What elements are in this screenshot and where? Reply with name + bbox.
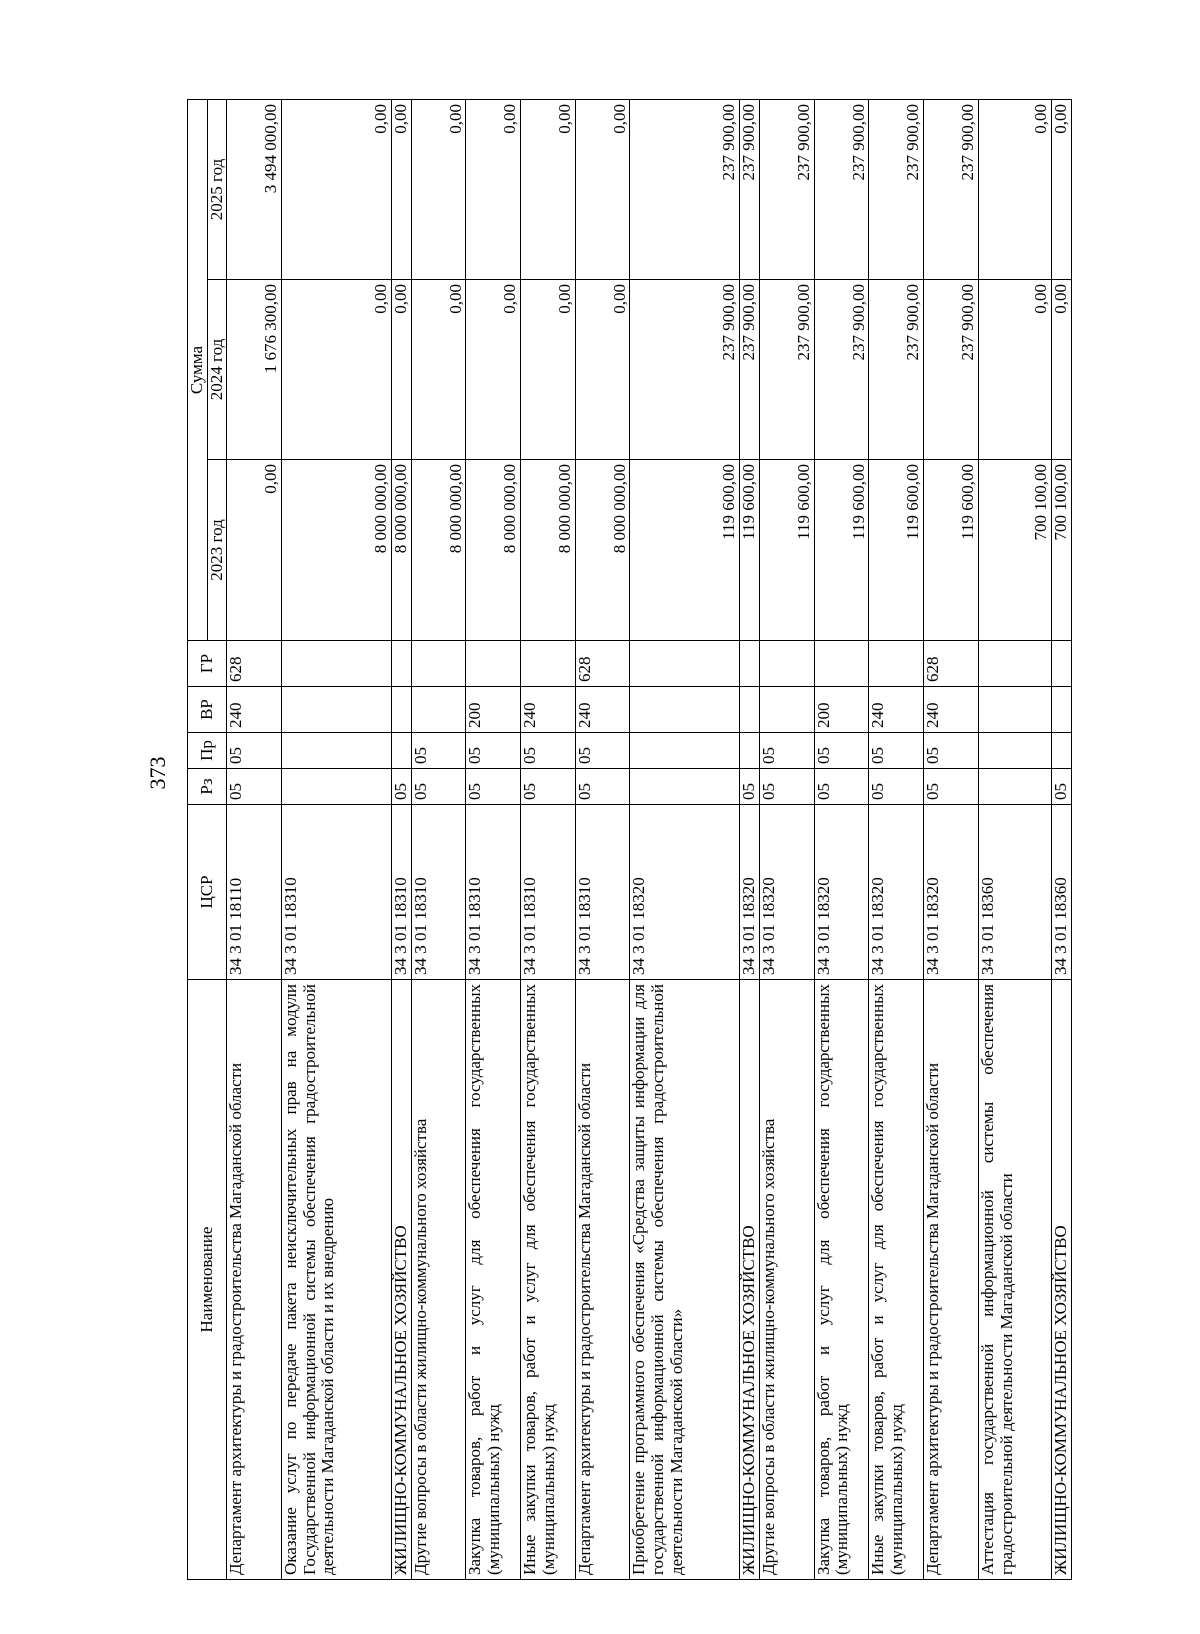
row-name: Другие вопросы в области жилищно-коммунального хозяйства	[759, 980, 814, 1580]
row-pr	[1051, 733, 1071, 769]
row-amount-2024: 1 676 300,00	[227, 280, 282, 460]
table-row	[1051, 100, 1071, 1580]
row-pr: 05	[759, 733, 814, 769]
header-gr: ГР	[188, 641, 227, 687]
row-amount-2025: 237 900,00	[869, 100, 924, 280]
table-row	[227, 100, 282, 1580]
row-gr: 628	[227, 641, 282, 687]
row-amount-2023: 119 600,00	[759, 460, 814, 641]
row-gr	[466, 641, 521, 687]
row-amount-2023: 8 000 000,00	[282, 460, 391, 641]
row-pr	[978, 733, 1051, 769]
row-amount-2023: 8 000 000,00	[521, 460, 576, 641]
row-csr: 34 3 01 18320	[630, 805, 739, 980]
row-amount-2024: 237 900,00	[814, 280, 869, 460]
row-amount-2024: 0,00	[411, 280, 466, 460]
row-amount-2024: 0,00	[282, 280, 391, 460]
row-rz: 05	[466, 769, 521, 805]
row-gr: 628	[924, 641, 979, 687]
row-amount-2025: 237 900,00	[759, 100, 814, 280]
row-name: ЖИЛИЩНО-КОММУНАЛЬНОЕ ХОЗЯЙСТВО	[1051, 980, 1071, 1580]
row-pr	[630, 733, 739, 769]
row-amount-2024: 237 900,00	[924, 280, 979, 460]
row-csr: 34 3 01 18310	[521, 805, 576, 980]
row-rz: 05	[869, 769, 924, 805]
row-pr: 05	[924, 733, 979, 769]
row-pr	[391, 733, 411, 769]
table-header	[188, 100, 227, 1580]
header-year-2024: 2024 год	[207, 280, 227, 460]
row-gr	[739, 641, 759, 687]
row-rz: 05	[521, 769, 576, 805]
row-name: Другие вопросы в области жилищно-коммунального хозяйства	[411, 980, 466, 1580]
table-row	[759, 100, 814, 1580]
table-row	[466, 100, 521, 1580]
table-row	[411, 100, 466, 1580]
row-pr: 05	[227, 733, 282, 769]
row-vr	[759, 687, 814, 733]
row-name: Аттестация государственной информационной системы обеспечения градостроительной деятельности Магаданской области	[978, 980, 1051, 1580]
row-rz: 05	[575, 769, 630, 805]
table-row	[924, 100, 979, 1580]
row-amount-2023: 8 000 000,00	[575, 460, 630, 641]
row-amount-2025: 0,00	[978, 100, 1051, 280]
row-csr: 34 3 01 18320	[924, 805, 979, 980]
row-gr	[282, 641, 391, 687]
row-amount-2023: 8 000 000,00	[391, 460, 411, 641]
budget-table	[187, 99, 1072, 1580]
row-gr	[869, 641, 924, 687]
row-amount-2024: 0,00	[521, 280, 576, 460]
row-vr	[1051, 687, 1071, 733]
header-rz: Рз	[188, 769, 227, 805]
row-vr	[391, 687, 411, 733]
row-amount-2023: 700 100,00	[978, 460, 1051, 641]
row-name: Департамент архитектуры и градостроительства Магаданской области	[575, 980, 630, 1580]
row-amount-2024: 0,00	[391, 280, 411, 460]
row-amount-2025: 237 900,00	[814, 100, 869, 280]
row-name: ЖИЛИЩНО-КОММУНАЛЬНОЕ ХОЗЯЙСТВО	[391, 980, 411, 1580]
row-rz: 05	[814, 769, 869, 805]
row-gr	[630, 641, 739, 687]
row-amount-2023: 0,00	[227, 460, 282, 641]
page-number: 373	[145, 756, 170, 790]
row-name: Иные закупки товаров, работ и услуг для обеспечения государственных (муниципальных) нужд	[869, 980, 924, 1580]
row-rz: 05	[227, 769, 282, 805]
row-vr	[411, 687, 466, 733]
row-amount-2023: 119 600,00	[869, 460, 924, 641]
row-pr: 05	[521, 733, 576, 769]
header-name: Наименование	[188, 980, 227, 1580]
row-pr: 05	[411, 733, 466, 769]
table-row	[978, 100, 1051, 1580]
row-amount-2025: 0,00	[575, 100, 630, 280]
row-gr	[391, 641, 411, 687]
row-amount-2023: 8 000 000,00	[411, 460, 466, 641]
row-amount-2023: 119 600,00	[814, 460, 869, 641]
row-name: Иные закупки товаров, работ и услуг для обеспечения государственных (муниципальных) нужд	[521, 980, 576, 1580]
row-csr: 34 3 01 18320	[869, 805, 924, 980]
row-name: ЖИЛИЩНО-КОММУНАЛЬНОЕ ХОЗЯЙСТВО	[739, 980, 759, 1580]
row-csr: 34 3 01 18310	[466, 805, 521, 980]
table-row	[575, 100, 630, 1580]
row-amount-2025: 3 494 000,00	[227, 100, 282, 280]
row-amount-2024: 0,00	[466, 280, 521, 460]
header-csr: ЦСР	[188, 805, 227, 980]
row-csr: 34 3 01 18310	[575, 805, 630, 980]
row-amount-2024: 237 900,00	[739, 280, 759, 460]
row-csr: 34 3 01 18320	[814, 805, 869, 980]
table-row	[282, 100, 391, 1580]
row-amount-2025: 0,00	[521, 100, 576, 280]
header-sum: Сумма	[188, 100, 208, 641]
row-name: Приобретение программного обеспечения «Средства защиты информации для государственной информационной системы обеспечения градостроительной деятельности Магаданской области»	[630, 980, 739, 1580]
row-name: Департамент архитектуры и градостроительства Магаданской области	[227, 980, 282, 1580]
table-row	[521, 100, 576, 1580]
header-pr: Пр	[188, 733, 227, 769]
row-amount-2023: 119 600,00	[924, 460, 979, 641]
row-amount-2023: 119 600,00	[739, 460, 759, 641]
row-rz: 05	[411, 769, 466, 805]
row-vr: 240	[575, 687, 630, 733]
row-vr	[978, 687, 1051, 733]
row-csr: 34 3 01 18110	[227, 805, 282, 980]
row-vr	[282, 687, 391, 733]
row-amount-2025: 0,00	[466, 100, 521, 280]
table-row	[739, 100, 759, 1580]
row-vr	[739, 687, 759, 733]
row-vr: 240	[227, 687, 282, 733]
row-vr: 200	[814, 687, 869, 733]
row-csr: 34 3 01 18320	[759, 805, 814, 980]
row-amount-2024: 237 900,00	[759, 280, 814, 460]
row-vr	[630, 687, 739, 733]
row-gr: 628	[575, 641, 630, 687]
table-row	[630, 100, 739, 1580]
row-vr: 200	[466, 687, 521, 733]
row-amount-2024: 0,00	[575, 280, 630, 460]
row-pr: 05	[814, 733, 869, 769]
row-amount-2025: 237 900,00	[630, 100, 739, 280]
row-amount-2025: 0,00	[391, 100, 411, 280]
row-amount-2023: 119 600,00	[630, 460, 739, 641]
row-name: Оказание услуг по передаче пакета неисключительных прав на модули Государственной информационной системы обеспечения градостроительной деятельности Магаданской области и их внедрению	[282, 980, 391, 1580]
row-pr	[282, 733, 391, 769]
row-vr: 240	[924, 687, 979, 733]
row-rz	[978, 769, 1051, 805]
table-row	[391, 100, 411, 1580]
row-amount-2023: 700 100,00	[1051, 460, 1071, 641]
row-rz: 05	[924, 769, 979, 805]
row-amount-2025: 0,00	[1051, 100, 1071, 280]
row-amount-2024: 0,00	[1051, 280, 1071, 460]
row-rz: 05	[1051, 769, 1071, 805]
table-body	[227, 100, 1072, 1580]
row-amount-2025: 0,00	[282, 100, 391, 280]
row-amount-2025: 0,00	[411, 100, 466, 280]
row-name: Закупка товаров, работ и услуг для обеспечения государственных (муниципальных) нужд	[466, 980, 521, 1580]
row-csr: 34 3 01 18310	[391, 805, 411, 980]
row-amount-2023: 8 000 000,00	[466, 460, 521, 641]
row-gr	[411, 641, 466, 687]
row-pr: 05	[466, 733, 521, 769]
row-rz: 05	[739, 769, 759, 805]
row-pr: 05	[869, 733, 924, 769]
row-vr: 240	[521, 687, 576, 733]
row-gr	[1051, 641, 1071, 687]
row-gr	[759, 641, 814, 687]
header-vr: ВР	[188, 687, 227, 733]
row-rz	[282, 769, 391, 805]
row-rz	[630, 769, 739, 805]
header-year-2025: 2025 год	[207, 100, 227, 280]
table-row	[814, 100, 869, 1580]
row-gr	[978, 641, 1051, 687]
row-gr	[521, 641, 576, 687]
row-csr: 34 3 01 18360	[1051, 805, 1071, 980]
row-rz: 05	[759, 769, 814, 805]
table-row	[869, 100, 924, 1580]
row-amount-2024: 237 900,00	[630, 280, 739, 460]
row-rz: 05	[391, 769, 411, 805]
budget-table-container	[187, 100, 1072, 1580]
row-gr	[814, 641, 869, 687]
row-csr: 34 3 01 18360	[978, 805, 1051, 980]
row-csr: 34 3 01 18310	[411, 805, 466, 980]
row-amount-2024: 237 900,00	[869, 280, 924, 460]
row-name: Департамент архитектуры и градостроительства Магаданской области	[924, 980, 979, 1580]
row-pr: 05	[575, 733, 630, 769]
row-vr: 240	[869, 687, 924, 733]
row-csr: 34 3 01 18320	[739, 805, 759, 980]
row-csr: 34 3 01 18310	[282, 805, 391, 980]
header-year-2023: 2023 год	[207, 460, 227, 641]
row-amount-2025: 237 900,00	[924, 100, 979, 280]
row-pr	[739, 733, 759, 769]
row-name: Закупка товаров, работ и услуг для обеспечения государственных (муниципальных) нужд	[814, 980, 869, 1580]
row-amount-2025: 237 900,00	[739, 100, 759, 280]
row-amount-2024: 0,00	[978, 280, 1051, 460]
